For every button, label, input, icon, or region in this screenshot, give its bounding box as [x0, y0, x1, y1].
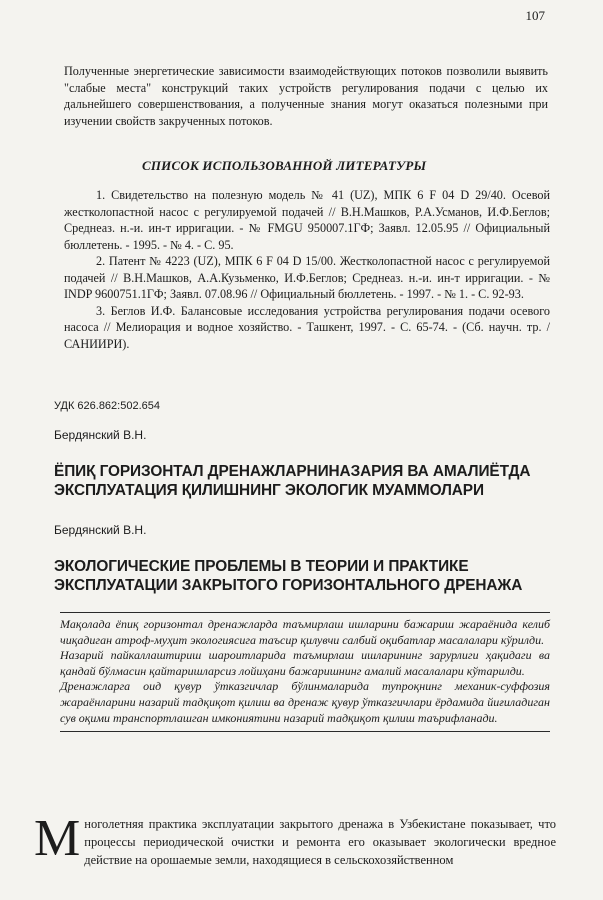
reference-item: 3. Беглов И.Ф. Балансовые исследования устройства регулирования подачи осевого насоса // Мелиорация и водное хозяйство. - Ташкент, 1997. - С. 65-74. - (Сб. научн. тр. / САНИИРИ). [64, 303, 550, 351]
body-paragraph [34, 810, 556, 869]
body-text: ноголетняя практика эксплуатации закрытого дренажа в Узбекистане показывает, что процессы периодической очистки и ремонта его оказывает экологически вредное действие на орошаемые земли, находящиеся в сельскохозяйственном [84, 817, 556, 867]
page-number: 107 [525, 8, 545, 23]
abstract-block [60, 612, 550, 732]
author-name: Бердянский В.Н. [54, 428, 147, 442]
reference-item: 1. Свидетельство на полезную модель № 41 (UZ), МПК 6 F 04 D 29/40. Осевой жестколопастной насос с регулируемой подачей // В.Н.Машков, Р.А.Усманов, И.Ф.Беглов; Среднеаз. н.-и. ин-т ирригации. - № FMGU 950007.1ГФ; Заявл. 12.05.95 // Официальный бюллетень. - 1995. - № 4. - С. 95. [64, 188, 550, 252]
drop-cap: М [34, 810, 81, 867]
intro-paragraph: Полученные энергетические зависимости взаимодействующих потоков позволили выявить "слабые места" конструкций таких устройств регулирования подачи с целью их дальнейшего совершенствования, а полученные знания могут оказаться полезными при изучении свойств закрученных потоков. [64, 64, 548, 128]
references-list [64, 187, 550, 352]
reference-item: 2. Патент № 4223 (UZ), МПК 6 F 04 D 15/00. Жестколопастной насос с регулируемой подачей // В.Н.Машков, А.А.Кузьменко, И.Ф.Беглов; Среднеаз. н.-и. ин-т ирригации. - № INDP 9600751.1ГФ; Заявл. 07.08.96 // Официальный бюллетень. - 1997. - № 1. - С. 92-93. [64, 254, 550, 301]
article-title-russian: ЭКОЛОГИЧЕСКИЕ ПРОБЛЕМЫ В ТЕОРИИ И ПРАКТИКЕ ЭКСПЛУАТАЦИИ ЗАКРЫТОГО ГОРИЗОНТАЛЬНОГО ДРЕНАЖА [54, 558, 523, 594]
article-title-uzbek: ЁПИҚ ГОРИЗОНТАЛ ДРЕНАЖЛАРНИНАЗАРИЯ ВА АМАЛИЁТДА ЭКСПЛУАТАЦИЯ ҚИЛИШНИНГ ЭКОЛОГИК МУАММОЛАРИ [54, 463, 531, 499]
author-name: Бердянский В.Н. [54, 523, 147, 537]
abstract-paragraph: Мақолада ёпиқ горизонтал дренажларда таъмирлаш ишларини бажариш жараёнида келиб чиқадиган атроф-муҳит экологиясига таъсир қилувчи салбий оқибатлар масалалари кўрилди. [60, 617, 550, 647]
references-heading: СПИСОК ИСПОЛЬЗОВАННОЙ ЛИТЕРАТУРЫ [142, 158, 427, 173]
abstract-paragraph: Назарий пайкаллаштириш шароитларида таъмирлаш ишларининг зарурлиги ҳақидаги ва қандай бўлмасин қайтаришларсиз лойиҳани бажаришнинг амалий масалалари кўтарилди. [60, 648, 550, 678]
udc-code: УДК 626.862:502.654 [54, 400, 160, 412]
abstract-paragraph: Дренажларга оид қувур ўтказгичлар бўлинмаларида тупроқнинг механик-суффозия жараёнларини назарий тадқиқот қилиш ва дренаж қувур ўтказгичлари ёрдамида йиғиладиган сув оқими транспортлашган имкониятини назарий тадқиқот қилиш таърифланади. [60, 679, 550, 725]
